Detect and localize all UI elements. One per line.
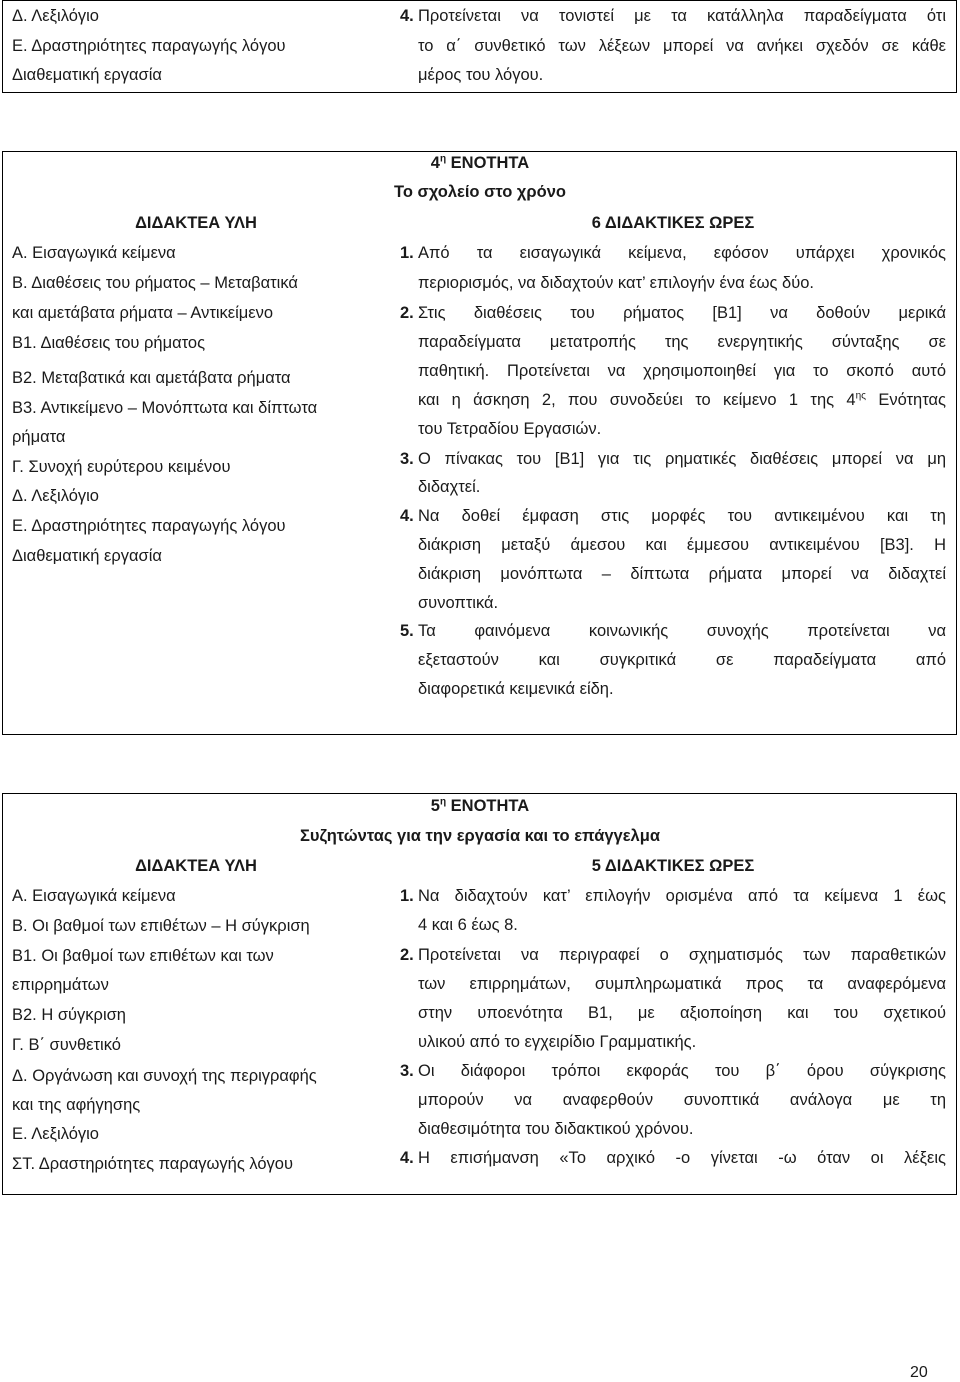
unit5-left-item: Ε. Λεξιλόγιο <box>12 1125 99 1143</box>
unit5-left-item: ΣΤ. Δραστηριότητες παραγωγής λόγου <box>12 1155 293 1173</box>
unit4-note-text: εξεταστούν και συγκριτικά σε παραδείγματα από <box>418 651 946 669</box>
unit4-note-number: 1. <box>400 244 414 262</box>
unit4-note-number: 3. <box>400 450 414 468</box>
unit4-left-item: Α. Εισαγωγικά κείμενα <box>12 244 176 262</box>
unit4-note-text: διάκριση μονόπτωτα – δίπτωτα ρήματα μπορεί να διδαχτεί <box>418 565 946 583</box>
unit4-note-text: του Τετραδίου Εργασιών. <box>418 420 602 438</box>
unit5-note-text: υλικού από το εγχειρίδιο Γραμματικής. <box>418 1033 697 1051</box>
unit5-note-text: Να διδαχτούν κατ’ επιλογήν ορισμένα από τα κείμενα 1 έως <box>418 887 946 905</box>
unit5-note-number: 1. <box>400 887 414 905</box>
unit4-note-number: 4. <box>400 507 414 525</box>
unit4-left-item: Β. Διαθέσεις του ρήματος – Μεταβατικά <box>12 274 298 292</box>
unit5-note-text: των επιρρημάτων, συμπληρωματικά προς τα αναφερόμενα <box>418 975 946 993</box>
unit4-note-text: και η άσκηση 2, που συνοδεύει το κείμενο 1 της $4^{\eta\varsigma}$ Ενότητας <box>418 390 946 409</box>
unit4-left-item: ρήματα <box>12 428 66 446</box>
unit5-left-item: επιρρημάτων <box>12 976 109 994</box>
unit4-note-text: Ο πίνακας του [Β1] για τις ρηματικές διαθέσεις μπορεί να μη <box>418 450 946 468</box>
unit5-title: Συζητώντας για την εργασία και το επάγγελμα <box>300 827 660 845</box>
top-note-text: το α΄ συνθετικό των λέξεων μπορεί να ανήκει σχεδόν σε κάθε <box>418 37 946 55</box>
unit4-left-item: Γ. Συνοχή ευρύτερου κειμένου <box>12 458 231 476</box>
unit4-note-superscript: ης <box>855 390 866 402</box>
unit4-left-item: και αμετάβατα ρήματα – Αντικείμενο <box>12 304 274 322</box>
unit4-note-number: 2. <box>400 304 414 322</box>
unit4-title: Το σχολείο στο χρόνο <box>394 183 566 201</box>
unit4-right-heading: 6 ΔΙΔΑΚΤΙΚΕΣ ΩΡΕΣ <box>591 214 755 232</box>
unit4-left-item: Διαθεματική εργασία <box>12 547 162 565</box>
unit5-left-item: Β1. Οι βαθμοί των επιθέτων και των <box>12 947 274 965</box>
unit4-table <box>2 151 957 735</box>
unit4-left-heading: ΔΙΔΑΚΤΕΑ ΥΛΗ <box>135 214 257 232</box>
unit4-number: 4 <box>430 154 440 172</box>
unit5-note-number: 2. <box>400 946 414 964</box>
unit5-note-number: 4. <box>400 1149 414 1167</box>
unit4-left-item: Β3. Αντικείμενο – Μονόπτωτα και δίπτωτα <box>12 399 318 417</box>
unit5-note-text: Οι διάφοροι τρόποι εκφοράς του β΄ όρου σύγκρισης <box>418 1062 946 1080</box>
unit4-note-text: παραδείγματα μετατροπής της ενεργητικής σύνταξης σε <box>418 333 946 351</box>
unit4-note-text: Να δοθεί έμφαση στις μορφές του αντικειμένου και τη <box>418 507 946 525</box>
top-note-text: Προτείνεται να τονιστεί με τα κατάλληλα παραδείγματα ότι <box>418 7 946 25</box>
unit4-note-text: διαφορετικά κειμενικά είδη. <box>418 680 614 698</box>
unit5-left-item: και της αφήγησης <box>12 1096 141 1114</box>
unit4-note-text: Στις διαθέσεις του ρήματος [Β1] να δοθούν μερικά <box>418 304 946 322</box>
top-left-item: Δ. Λεξιλόγιο <box>12 7 99 25</box>
unit4-note-text: Από τα εισαγωγικά κείμενα, εφόσον υπάρχει χρονικός <box>418 244 946 262</box>
unit4-note-text: παθητική. Προτείνεται να χρησιμοποιηθεί για το σκοπό αυτό <box>418 362 946 380</box>
unit4-word: ΕΝΟΤΗΤΑ <box>450 154 530 172</box>
top-note-number: 4. <box>400 7 414 25</box>
unit5-left-item: Β2. Η σύγκριση <box>12 1006 126 1024</box>
unit5-left-item: Γ. Β΄ συνθετικό <box>12 1036 121 1054</box>
unit5-note-number: 3. <box>400 1062 414 1080</box>
unit5-number: 5 <box>430 797 440 815</box>
unit4-left-item: Ε. Δραστηριότητες παραγωγής λόγου <box>12 517 286 535</box>
page-number: 20 <box>910 1364 928 1381</box>
unit5-word: ΕΝΟΤΗΤΑ <box>450 797 530 815</box>
unit5-note-text: στην υποενότητα Β1, με αξιοποίηση και του σχετικού <box>418 1004 946 1022</box>
unit4-left-item: Β2. Μεταβατικά και αμετάβατα ρήματα <box>12 369 291 387</box>
unit5-note-text: διαθεσιμότητα του διδακτικού χρόνου. <box>418 1120 694 1138</box>
unit4-note-text: περιορισμός, να διδαχτούν κατ’ επιλογήν ένα έως δύο. <box>418 274 814 292</box>
unit5-right-heading: 5 ΔΙΔΑΚΤΙΚΕΣ ΩΡΕΣ <box>591 857 755 875</box>
unit5-left-item: Α. Εισαγωγικά κείμενα <box>12 887 176 905</box>
unit5-left-item: Β. Οι βαθμοί των επιθέτων – Η σύγκριση <box>12 917 310 935</box>
unit4-left-item: Δ. Λεξιλόγιο <box>12 487 99 505</box>
unit5-note-text: μπορούν να αναφερθούν συνοπτικά ανάλογα με τη <box>418 1091 946 1109</box>
unit5-note-text: Η επισήμανση «Το αρχικό -ο γίνεται -ω όταν οι λέξεις <box>418 1149 946 1167</box>
unit4-note-text: διάκριση μεταξύ άμεσου και έμμεσου αντικειμένου [Β3]. Η <box>418 536 946 554</box>
top-left-item: Ε. Δραστηριότητες παραγωγής λόγου <box>12 37 286 55</box>
unit5-note-text: 4 και 6 έως 8. <box>418 916 518 934</box>
unit4-heading <box>360 153 600 173</box>
unit4-left-item: Β1. Διαθέσεις του ρήματος <box>12 334 206 352</box>
top-left-item: Διαθεματική εργασία <box>12 66 162 84</box>
unit4-note-text: διδαχτεί. <box>418 478 481 496</box>
top-note-text: μέρος του λόγου. <box>418 66 544 84</box>
unit5-left-heading: ΔΙΔΑΚΤΕΑ ΥΛΗ <box>135 857 257 875</box>
unit4-note-text: Τα φαινόμενα κοινωνικής συνοχής προτείνεται να <box>418 622 946 640</box>
unit5-heading <box>360 796 600 816</box>
unit5-number-suffix: η <box>439 796 447 808</box>
unit4-note-text: συνοπτικά. <box>418 594 499 612</box>
unit5-note-text: Προτείνεται να περιγραφεί ο σχηματισμός των παραθετικών <box>418 946 946 964</box>
unit4-note-number: 5. <box>400 622 414 640</box>
unit4-number-suffix: η <box>439 153 447 165</box>
unit5-left-item: Δ. Οργάνωση και συνοχή της περιγραφής <box>12 1067 317 1085</box>
